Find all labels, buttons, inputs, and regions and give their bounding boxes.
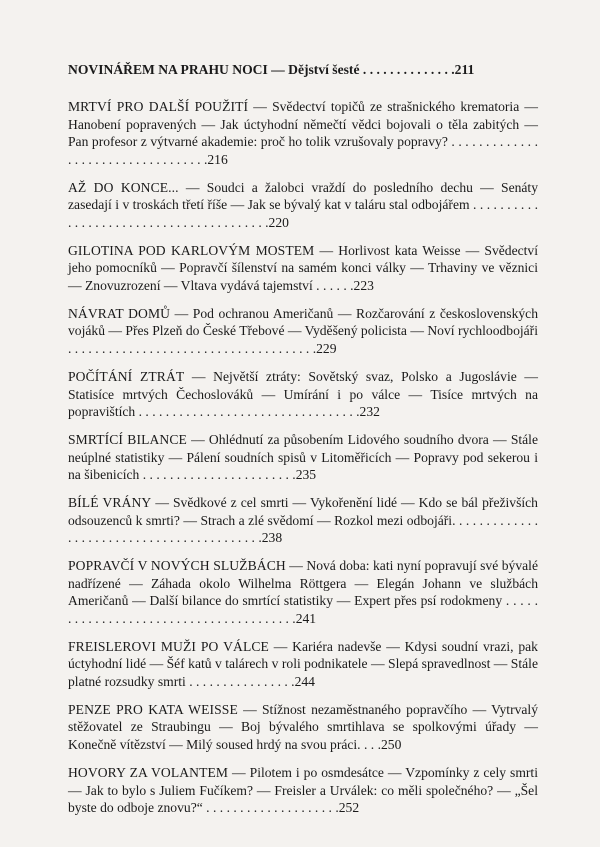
- entry-text: — Kariéra nadevše — Kdysi soudní vrazi, pak úctyhodní lidé — Šéf katů v talárech v roli podnikatele — Slepá spravedlnost — Stále platné rozsudky smrti: [68, 638, 538, 689]
- entry-title: SMRTÍCÍ BILANCE: [68, 431, 187, 447]
- page-number: 229: [316, 341, 337, 357]
- toc-entry: [68, 368, 538, 421]
- entry-title: PENZE PRO KATA WEISSE: [68, 701, 238, 717]
- toc-entry: [68, 98, 538, 168]
- entry-title: NÁVRAT DOMŮ: [68, 305, 171, 321]
- page-number: 211: [454, 62, 475, 77]
- entry-text: — Svědectví topičů ze strašnického krematoria — Hanobení popravených — Jak úctyhodní němečtí vědci bojovali o těla zabitých — Pan profesor z výtvarné akademie: proč ho tolik vzrušovaly popravy?: [68, 99, 538, 150]
- page-number: 216: [207, 151, 228, 167]
- toc-entry: [68, 305, 538, 358]
- page-number: 238: [261, 530, 283, 546]
- toc-entry: [68, 242, 538, 295]
- leader-dots: . . .: [363, 737, 381, 753]
- entry-text: — Stížnost nezaměstnaného popravčího — Vytrvalý stěžovatel ze Straubingu — Boj bývalého smrtihlava se spolkovými úřady — Konečně vítězství — Milý soused hrdý na svou práci.: [68, 701, 538, 753]
- leader-dots: . . . . . . . . . . . . . . . . . . . . . . . . . . . . . . . . . . . . .: [68, 341, 317, 357]
- leader-dots: . . . . . . . . . . . . . . . . . . . . . . . . . . . . . . . . . .: [68, 134, 538, 167]
- page-number: 250: [380, 737, 402, 753]
- entry-text: — Ohlédnutí za působením Lidového soudního dvora — Stále neúplné statistiky — Pálení soudních spisů v Litoměřicích — Popravy pod sekerou i na šibenicích: [68, 431, 538, 483]
- page-number: 252: [338, 800, 360, 816]
- toc-header-entry: [68, 60, 538, 79]
- page-number: 232: [359, 404, 380, 420]
- entry-title: MRTVÍ PRO DALŠÍ POUŽITÍ: [68, 99, 249, 114]
- leader-dots: . . . . . . . . . . . . . . . . . . . . . . . . . . . . . . . . .: [138, 404, 360, 420]
- toc-entry: [68, 701, 538, 754]
- table-of-contents: [68, 60, 538, 827]
- page-number: 223: [353, 277, 374, 293]
- entry-text: — Soudci a žalobci vraždí do posledního dechu — Senáty zasedají i v troskách třetí říše — Jak se bývalý kat v taláru stal odbojářem: [68, 179, 539, 213]
- toc-entry: [68, 179, 538, 232]
- page-number: 244: [294, 674, 315, 689]
- leader-dots: . . . . . . . . . . . . . . . . . . . . . . . . . . . . . . . . . . . . . . . .: [68, 197, 538, 230]
- entry-title: POPRAVČÍ V NOVÝCH SLUŽBÁCH: [68, 558, 286, 574]
- toc-entry: [68, 494, 538, 547]
- leader-dots: . . . . . .: [316, 277, 354, 293]
- entry-text: — Nová doba: kati nyní popravují své bývalé nadřízené — Záhada okolo Wilhelma Röttgera — Elegán Johann ve službách Američanů — Další bilance do smrtící statistiky — Expert přes psí rodokmeny: [68, 558, 538, 609]
- entry-title: AŽ DO KONCE...: [68, 179, 179, 195]
- entry-text: — Horlivost kata Weisse — Svědectví jeho pomocníků — Popravčí šílenství na samém konci války — Trhaviny ve věznici — Znovuzrození — Vltava vydává tajemství: [68, 242, 538, 293]
- leader-dots: . . . . . . . . . . . . . . . . . . . .: [206, 800, 339, 816]
- page-number: 220: [268, 214, 289, 230]
- entry-text: — Pod ochranou Američanů — Rozčarování z československých vojáků — Přes Plzeň do České Třebové — Vyděšený policista — Noví rychloodbojáři: [68, 305, 538, 339]
- entry-title: GILOTINA POD KARLOVÝM MOSTEM: [68, 242, 315, 258]
- entry-title: HOVORY ZA VOLANTEM: [68, 764, 229, 780]
- entry-text: — Největší ztráty: Sovětský svaz, Polsko a Jugoslávie — Statisíce mrtvých Čechoslováků — Umírání i po válce — Tisíce mrtvých na popravištích: [68, 368, 538, 420]
- leader-dots: . . . . . . . . . . . . . . . .: [189, 674, 295, 689]
- entry-title: BÍLÉ VRÁNY: [68, 495, 152, 511]
- chapter-title: NOVINÁŘEM NA PRAHU NOCI — Dějství šesté: [68, 62, 360, 77]
- leader-dots: . . . . . . . . . . . . . . . . . . . . . . . . . . . . . . . . . . . . . . . . . .: [68, 512, 538, 546]
- leader-dots: . . . . . . . . . . . . . . . . . . . . . . . . . . . . . . . . . . . . . . .: [68, 593, 538, 626]
- entry-text: — Pilotem i po osmdesátce — Vzpomínky z cely smrti — Jak to bylo s Juliem Fučíkem? — Freisler a Urválek: co měli společného? — „Šel byste do odboje znovu?“: [68, 764, 538, 816]
- toc-entry: [68, 764, 538, 817]
- toc-entry: [68, 557, 538, 627]
- page-number: 235: [295, 467, 317, 483]
- leader-dots: . . . . . . . . . . . . . . . . . . . . . . .: [142, 467, 296, 483]
- toc-entry: [68, 431, 538, 484]
- entry-text: — Svědkové z cel smrti — Vykořenění lidé — Kdo se bál přeživších odsouzenců k smrti? — Strach a zlé svědomí — Rozkol mezi odbojáři: [68, 495, 538, 528]
- leader-dots: . . . . . . . . . . . . . .: [362, 62, 455, 77]
- entry-title: POČÍTÁNÍ ZTRÁT: [68, 368, 185, 384]
- page-number: 241: [295, 610, 317, 626]
- toc-entry: [68, 638, 538, 691]
- entry-title: FREISLEROVI MUŽI PO VÁLCE: [68, 638, 269, 654]
